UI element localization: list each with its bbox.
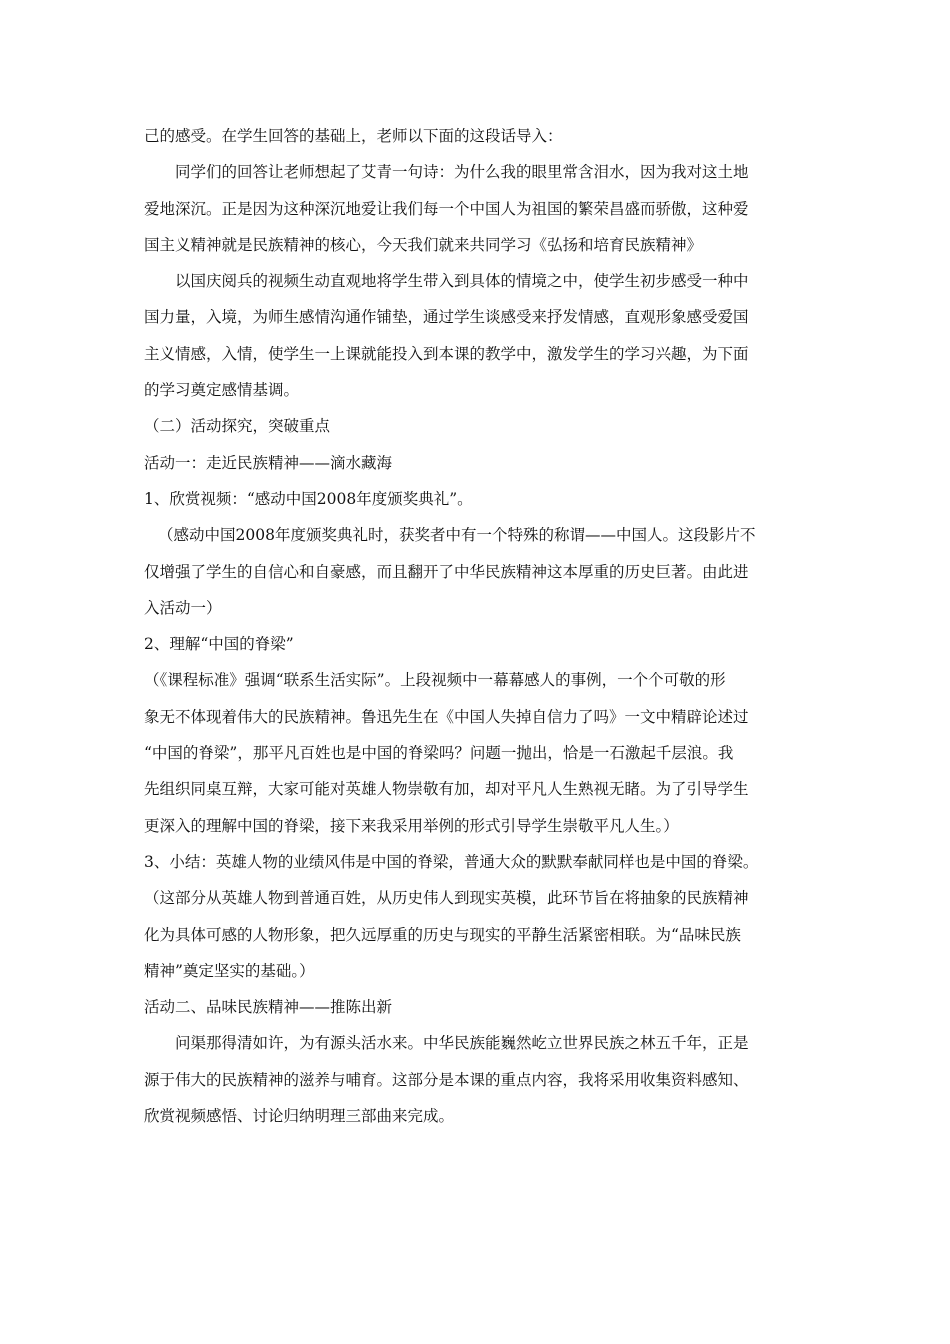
text-line: 源于伟大的民族精神的滋养与哺育。这部分是本课的重点内容，我将采用收集资料感知、 [144, 1070, 749, 1089]
text-line: 问渠那得清如许，为有源头活水来。中华民族能巍然屹立世界民族之林五千年，正是 [175, 1034, 749, 1053]
text-line: 精神”奠定坚实的基础。） [144, 961, 315, 980]
list-item: 1、欣赏视频：“感动中国2008年度颁奖典礼”。 [144, 489, 473, 508]
text-line: 主义情感，入情，使学生一上课就能投入到本课的教学中，激发学生的学习兴趣，为下面 [144, 344, 749, 363]
list-item: 3、小结：英雄人物的业绩风伟是中国的脊梁，普通大众的默默奉献同样也是中国的脊梁。 [144, 852, 759, 871]
activity-heading: 活动二、品味民族精神——推陈出新 [144, 998, 393, 1017]
text-line: 国主义精神就是民族精神的核心，今天我们就来共同学习《弘扬和培育民族精神》 [144, 235, 703, 254]
text-line: 欣赏视频感悟、讨论归纳明理三部曲来完成。 [144, 1107, 455, 1126]
text-line: 的学习奠定感情基调。 [144, 381, 300, 400]
text-line: 化为具体可感的人物形象，把久远厚重的历史与现实的平静生活紧密相联。为“品味民族 [144, 925, 741, 944]
text-line: 更深入的理解中国的脊梁，接下来我采用举例的形式引导学生崇敬平凡人生。） [144, 816, 679, 835]
activity-heading: 活动一：走近民族精神——滴水藏海 [144, 453, 393, 472]
text-line: 爱地深沉。正是因为这种深沉地爱让我们每一个中国人为祖国的繁荣昌盛而骄傲，这种爱 [144, 199, 749, 218]
text-line: 先组织同桌互辩，大家可能对英雄人物崇敬有加，却对平凡人生熟视无睹。为了引导学生 [144, 780, 749, 799]
text-line: 仅增强了学生的自信心和自豪感，而且翻开了中华民族精神这本厚重的历史巨著。由此进 [144, 562, 749, 581]
text-line: 同学们的回答让老师想起了艾青一句诗：为什么我的眼里常含泪水，因为我对这土地 [175, 163, 749, 182]
text-line: 入活动一） [144, 598, 222, 617]
text-line: 己的感受。在学生回答的基础上，老师以下面的这段话导入： [144, 127, 563, 145]
text-line: （这部分从英雄人物到普通百姓，从历史伟人到现实英模，此环节旨在将抽象的民族精神 [144, 889, 749, 908]
text-line: 国力量，入境，为师生感情沟通作铺垫，通过学生谈感受来抒发情感，直观形象感受爱国 [144, 308, 749, 327]
text-line: （《课程标准》强调“联系生活实际”。上段视频中一幕幕感人的事例，一个个可敬的形 [144, 671, 726, 690]
section-heading: （二）活动探究，突破重点 [144, 417, 331, 436]
text-line: “中国的脊梁”，那平凡百姓也是中国的脊梁吗？问题一抛出，恰是一石激起千层浪。我 [144, 744, 734, 763]
text-line: 象无不体现着伟大的民族精神。鲁迅先生在《中国人失掉自信力了吗》一文中精辟论述过 [144, 707, 749, 726]
document-page [144, 118, 808, 1134]
list-item: 2、理解“中国的脊梁” [144, 635, 294, 654]
text-line: 以国庆阅兵的视频生动直观地将学生带入到具体的情境之中，使学生初步感受一种中 [175, 272, 749, 291]
text-line: （感动中国2008年度颁奖典礼时，获奖者中有一个特殊的称谓——中国人。这段影片不 [158, 526, 756, 545]
